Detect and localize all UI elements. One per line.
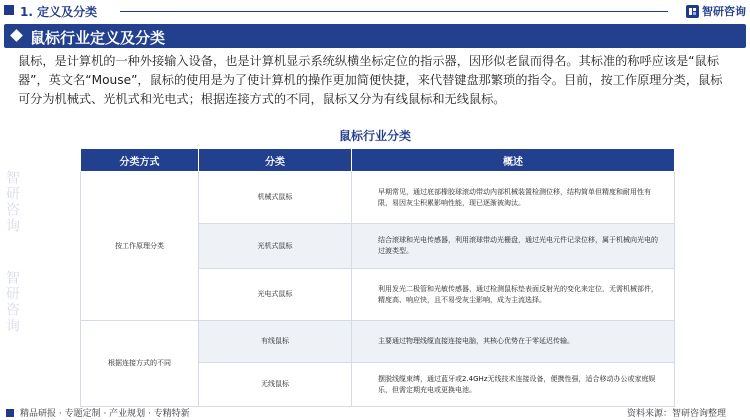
desc-cell: 结合滚球和光电传感器，利用滚球带动光栅盘，通过光电元件记录位移，属于机械向光电的过渡类型。 [352,224,675,269]
top-bar [0,0,750,22]
table-row [81,321,675,363]
type-cell: 无线鼠标 [199,363,352,407]
desc-cell: 主要通过物理线缆直接连接电脑，其核心优势在于零延迟传输。 [352,321,675,363]
desc-cell: 利用发光二极管和光敏传感器，通过检测鼠标垫表面反射光的变化来定位，无需机械部件，精度高、响应快，且不易受灰尘影响，成为主流选择。 [352,269,675,321]
footer [0,404,750,420]
header-type: 分类 [199,149,352,172]
watermark: 智研咨询 [4,170,20,234]
desc-cell: 摆脱线缆束缚，通过蓝牙或2.4GHz无线技术连接设备，便携性强，适合移动办公或家庭娱乐，但需定期充电或更换电池。 [352,363,675,407]
type-cell: 光机式鼠标 [199,224,352,269]
table-header-row [81,149,675,172]
footer-tagline: 精品研报 · 专题定制 · 产业规划 · 专精特新 [20,409,190,419]
footer-source: 资料来源：智研咨询整理 [626,409,726,419]
brand-name: 智研咨询 [702,5,746,18]
table-row [81,172,675,224]
divider [120,11,668,12]
title-banner [4,24,746,48]
table-title: 鼠标行业分类 [338,129,411,143]
method-cell: 按工作原理分类 [81,172,199,321]
brand-icon [686,5,699,18]
diamond-icon [10,29,23,42]
watermark: 智研咨询 [4,270,20,334]
page-title: 鼠标行业定义及分类 [30,29,166,47]
footer-square-icon [6,409,14,417]
header-desc: 概述 [352,149,675,172]
section-square-icon [4,5,14,15]
brand-logo [686,3,746,19]
section-title: 1. 定义及分类 [20,5,98,19]
desc-cell: 早期常见，通过底部橡胶球滚动带动内部机械装置检测位移，结构简单但精度和耐用性有限，易因灰尘积累影响性能，现已逐渐被淘汰。 [352,172,675,224]
intro-paragraph: 鼠标，是计算机的一种外接输入设备，也是计算机显示系统纵横坐标定位的指示器，因形似老鼠而得名。其标准的称呼应该是“鼠标器”，英文名“Mouse”，鼠标的使用是为了使计算机的操作更加简便快捷，来代替键盘那繁琐的指令。目前，按工作原理分类，鼠标可分为机械式、光机式和光电式；根据连接方式的不同，鼠标又分为有线鼠标和无线鼠标。 [18,54,723,106]
type-cell: 光电式鼠标 [199,269,352,321]
type-cell: 机械式鼠标 [199,172,352,224]
method-cell: 根据连接方式的不同 [81,321,199,407]
classification-table [80,148,675,407]
header-method: 分类方式 [81,149,199,172]
type-cell: 有线鼠标 [199,321,352,363]
